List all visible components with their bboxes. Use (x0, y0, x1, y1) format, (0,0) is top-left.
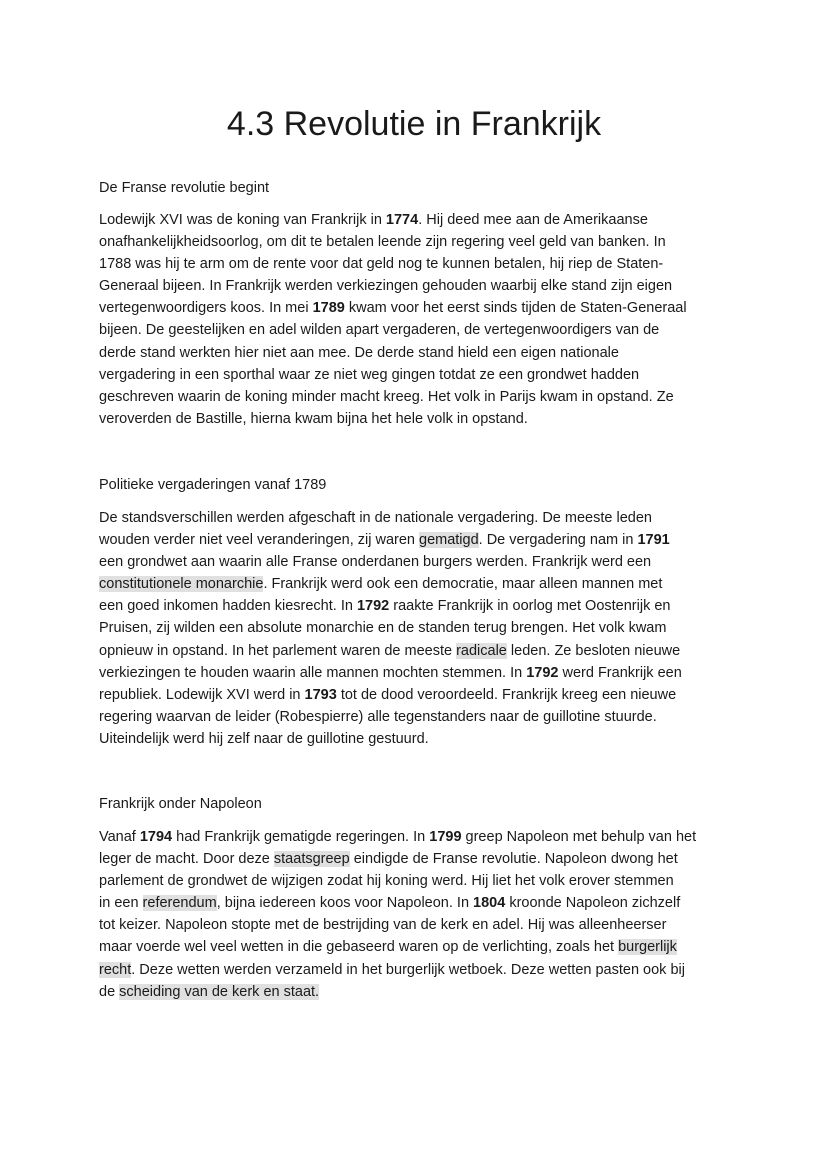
text-run: . Deze wetten werden verzameld in het burgerlijk wetboek. Deze wetten pasten ook bij (131, 961, 685, 978)
text-run: De standsverschillen werden afgeschaft in de nationale vergadering. De meeste leden (99, 510, 652, 526)
bold-year: 1774 (385, 212, 419, 228)
text-run: greep Napoleon met behulp van het (461, 829, 697, 845)
text-run: raakte Frankrijk in oorlog met Oostenrijk en (389, 598, 671, 615)
bold-year: 1789 (312, 300, 345, 317)
text-run: had Frankrijk gematigde regeringen. In (172, 829, 430, 845)
text-line (99, 914, 739, 936)
text-line (99, 728, 739, 750)
text-run: Generaal bijeen. In Frankrijk werden verkiezingen gehouden waarbij elke stand zijn eigen (99, 278, 673, 295)
bold-year: 1792 (356, 598, 390, 615)
document-title: 4.3 Revolutie in Frankrijk (226, 105, 602, 143)
text-run: . Hij deed mee aan de Amerikaanse (418, 212, 648, 228)
text-run: een goed inkomen hadden kiesrecht. In (99, 598, 357, 615)
text-line (99, 892, 739, 914)
text-line (99, 662, 739, 684)
text-run: leden. Ze besloten nieuwe (506, 642, 681, 659)
text-run: parlement de grondwet de wijzigen zodat hij koning werd. Hij liet het volk erover stemmen (99, 873, 674, 890)
highlighted-term: referendum (142, 895, 217, 912)
section-heading-napoleon: Frankrijk onder Napoleon (99, 796, 262, 812)
text-line (99, 826, 739, 848)
text-line (99, 253, 739, 275)
text-line (99, 386, 739, 408)
text-run: derde stand werkten hier niet aan mee. De derde stand hield een eigen nationale (99, 344, 619, 361)
text-run: werd Frankrijk een (558, 664, 682, 681)
text-line (99, 595, 739, 617)
highlighted-term: radicale (456, 642, 507, 659)
text-run: onafhankelijkheidsoorlog, om dit te betalen leende zijn regering veel geld van banken. In (99, 234, 666, 251)
text-run: . De vergadering nam in (478, 532, 638, 549)
highlighted-term: staatsgreep (273, 851, 350, 868)
text-line (99, 573, 739, 595)
text-run: , bijna iedereen koos voor Napoleon. In (216, 895, 474, 912)
text-run: vertegenwoordigers koos. In mei (99, 300, 313, 317)
bold-year: 1794 (139, 829, 173, 845)
section-paragraph-franse-revolutie (99, 209, 739, 430)
text-run: Uiteindelijk werd hij zelf naar de guillotine gestuurd. (99, 730, 429, 747)
text-run: een grondwet aan waarin alle Franse onderdanen burgers werden. Frankrijk werd een (99, 554, 652, 571)
highlighted-term: gematigd (419, 532, 479, 549)
text-run: veroverden de Bastille, hierna kwam bijna het hele volk in opstand. (99, 410, 528, 427)
text-line (99, 848, 739, 870)
text-run: republiek. Lodewijk XVI werd in (99, 686, 305, 703)
bold-year: 1791 (637, 532, 670, 549)
text-run: geschreven waarin de koning minder macht kreeg. Het volk in Parijs kwam in opstand. Ze (99, 388, 674, 405)
text-run: regering waarvan de leider (Robespierre) alle tegenstanders naar de guillotine stuurde. (99, 708, 657, 725)
highlighted-term: recht (99, 961, 132, 978)
text-line (99, 231, 739, 253)
text-line (99, 959, 739, 981)
bold-year: 1799 (429, 829, 462, 845)
bold-year: 1792 (526, 664, 559, 681)
text-run: Vanaf (99, 829, 140, 845)
highlighted-term: burgerlijk (618, 939, 677, 956)
text-run: Lodewijk XVI was de koning van Frankrijk in (99, 212, 386, 228)
text-line (99, 684, 739, 706)
text-run: vergadering in een sporthal waar ze niet weg gingen totdat ze een grondwet hadden (99, 366, 640, 383)
text-line (99, 640, 739, 662)
section-paragraph-politieke-vergaderingen (99, 507, 739, 750)
text-run: opnieuw in opstand. In het parlement waren de meeste (99, 642, 457, 659)
text-line (99, 209, 739, 231)
text-run: Pruisen, zij wilden een absolute monarchie en de standen terug brengen. Het volk kwam (99, 620, 667, 637)
text-line (99, 342, 739, 364)
section-paragraph-napoleon (99, 826, 739, 1003)
text-line (99, 529, 739, 551)
text-run: tot de dood veroordeeld. Frankrijk kreeg een nieuwe (336, 686, 677, 703)
text-run: verkiezingen te houden waarin alle mannen mochten stemmen. In (99, 664, 527, 681)
text-run: leger de macht. Door deze (99, 851, 274, 868)
text-run: kwam voor het eerst sinds tijden de Staten-Generaal (344, 300, 687, 317)
text-line (99, 297, 739, 319)
bold-year: 1804 (473, 895, 506, 912)
text-line (99, 617, 739, 639)
text-line (99, 981, 739, 1003)
text-line (99, 408, 739, 430)
highlighted-term: constitutionele monarchie (99, 576, 264, 593)
section-heading-politieke-vergaderingen: Politieke vergaderingen vanaf 1789 (99, 477, 327, 493)
text-line (99, 319, 739, 341)
text-run: wouden verder niet veel veranderingen, zij waren (99, 532, 419, 549)
text-run: 1788 was hij te arm om de rente voor dat geld nog te kunnen betalen, hij riep de Staten- (99, 256, 664, 273)
text-line (99, 551, 739, 573)
text-line (99, 507, 739, 529)
text-run: . Frankrijk werd ook een democratie, maar alleen mannen met (263, 576, 663, 593)
bold-year: 1793 (304, 686, 337, 703)
text-line (99, 870, 739, 892)
text-run: eindigde de Franse revolutie. Napoleon dwong het (349, 851, 678, 868)
text-line (99, 706, 739, 728)
text-run: bijeen. De geestelijken en adel wilden apart vergaderen, de vertegenwoordigers van de (99, 322, 660, 339)
text-line (99, 275, 739, 297)
text-run: de (99, 983, 120, 1000)
text-run: kroonde Napoleon zichzelf (505, 895, 681, 912)
text-line (99, 936, 739, 958)
section-heading-franse-revolutie: De Franse revolutie begint (99, 180, 270, 196)
highlighted-term: scheiding van de kerk en staat. (119, 983, 320, 1000)
text-run: tot keizer. Napoleon stopte met de bestrijding van de kerk en adel. Hij was alleenheerser (99, 917, 667, 934)
text-run: maar voerde wel veel wetten in die gebaseerd waren op de verlichting, zoals het (99, 939, 619, 956)
text-run: in een (99, 895, 143, 912)
text-line (99, 364, 739, 386)
